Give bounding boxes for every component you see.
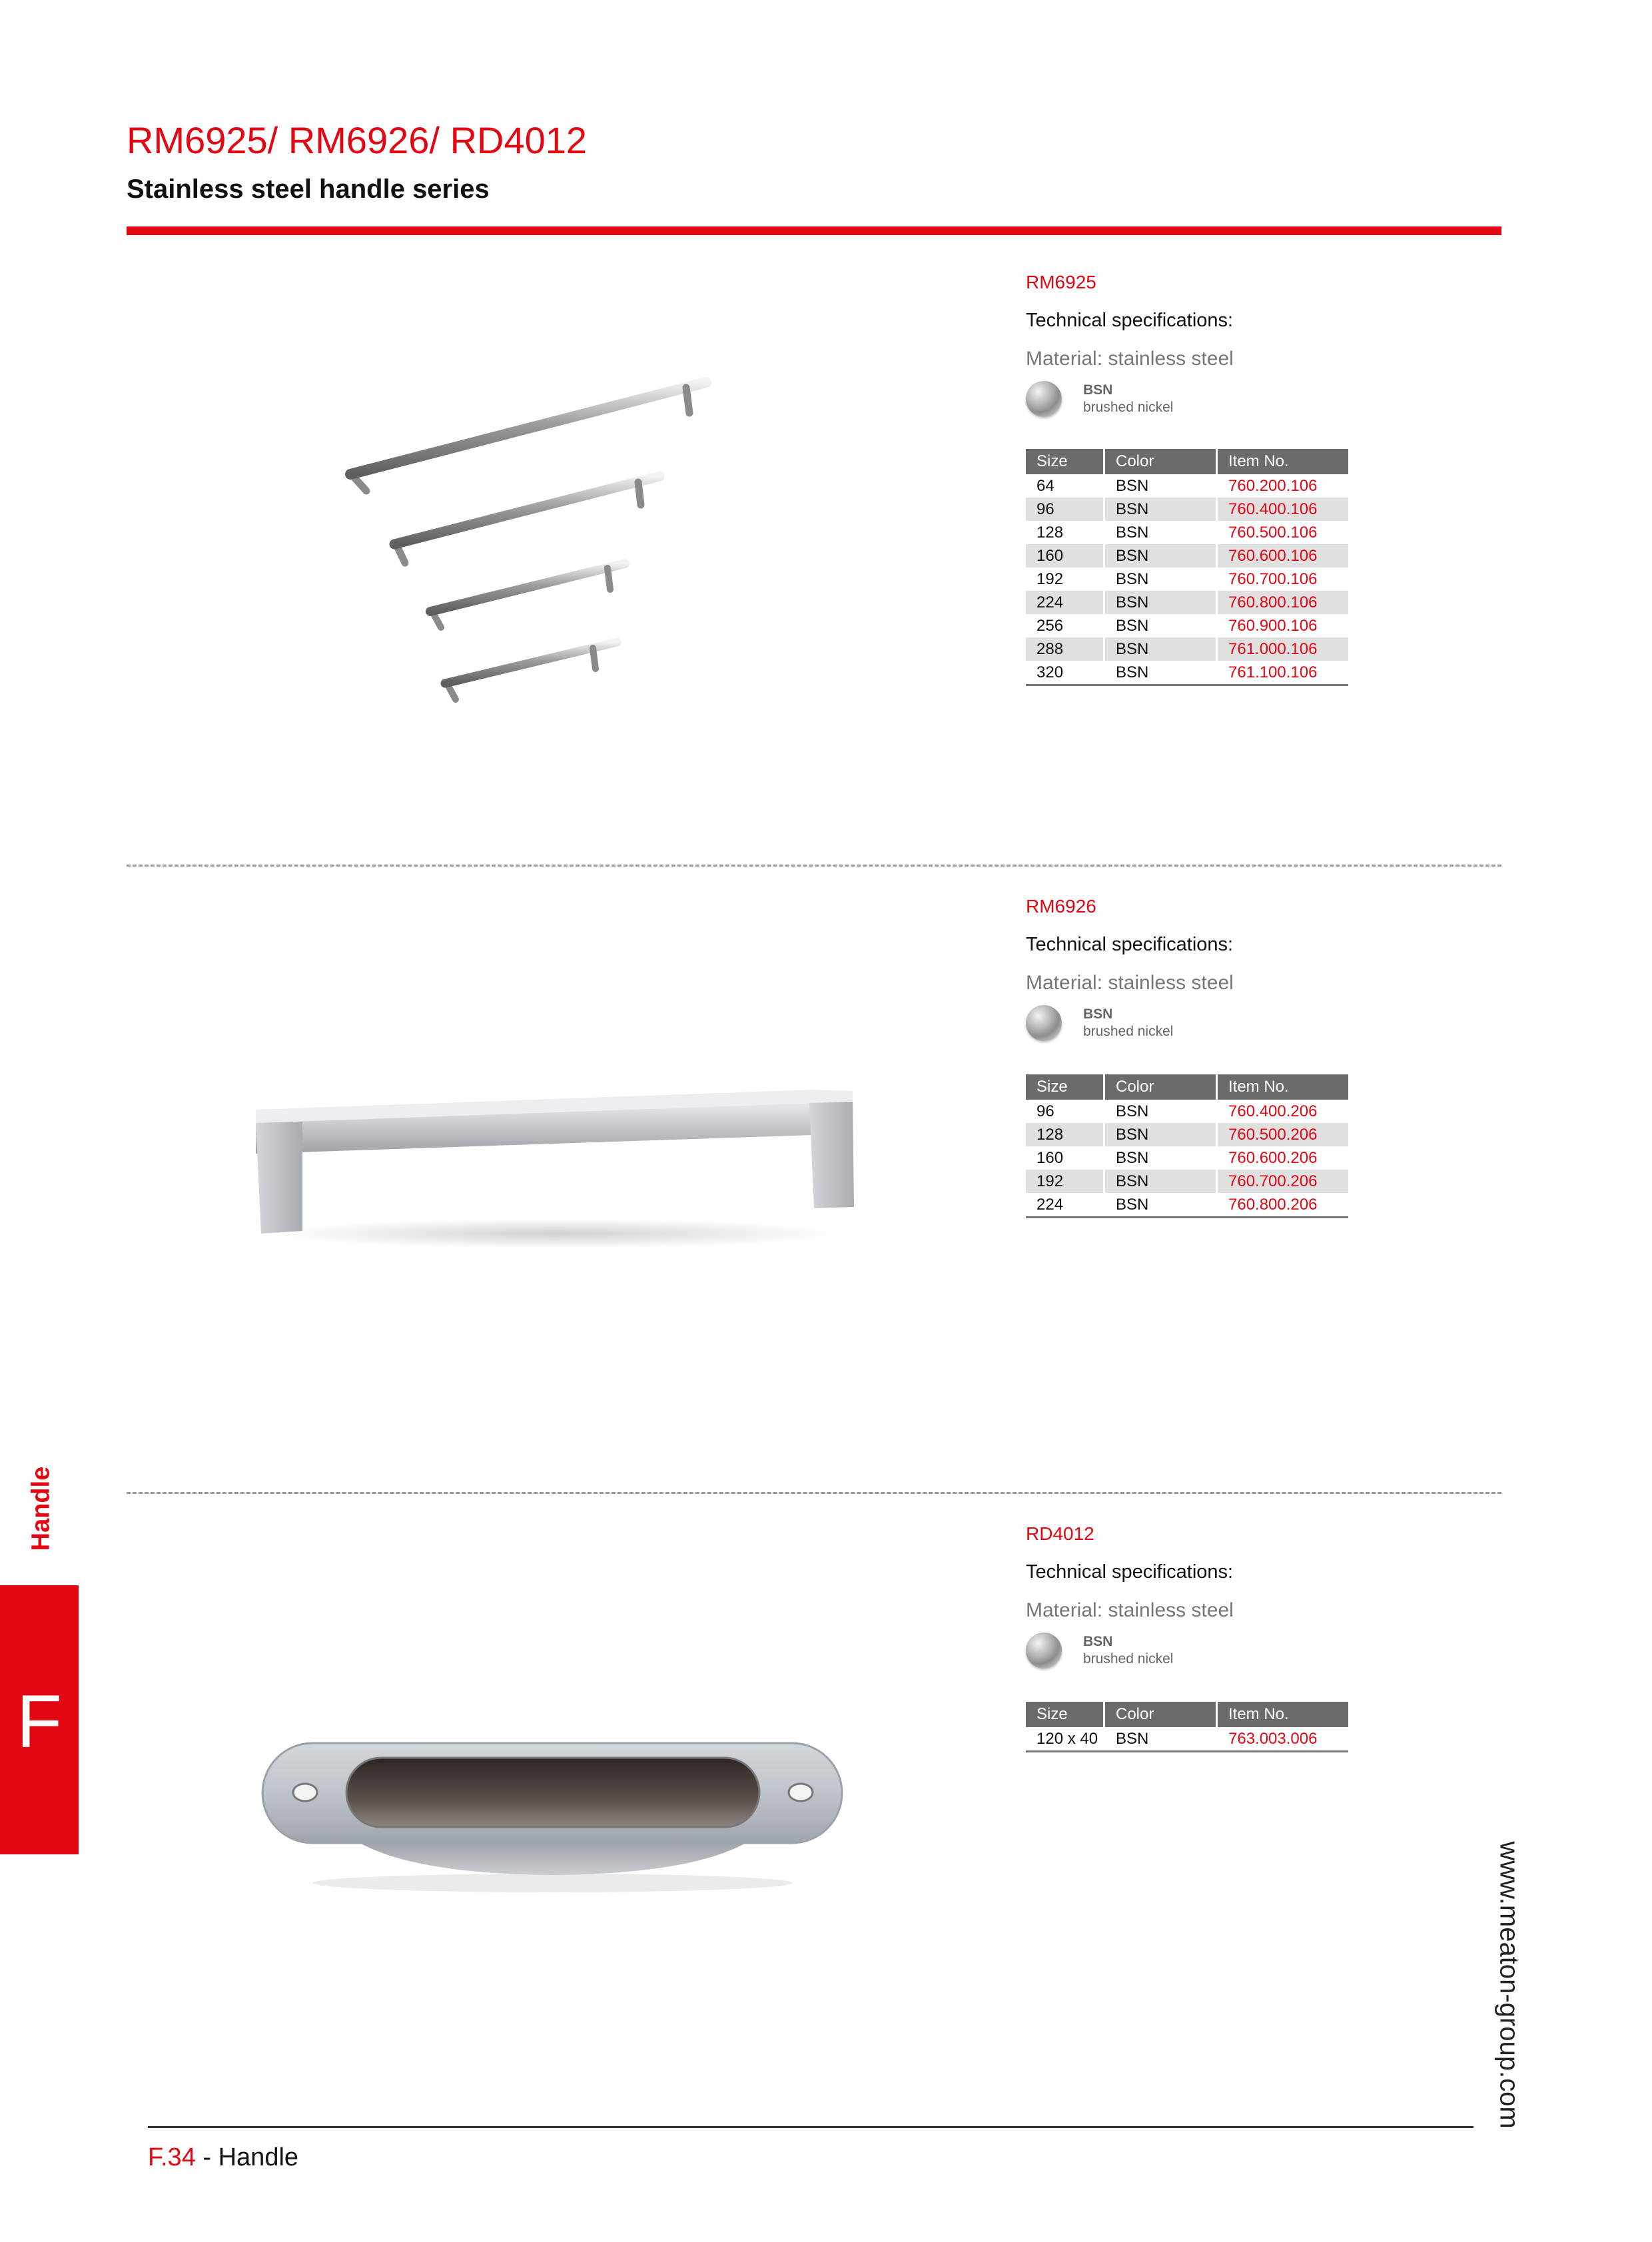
- table-row: [1026, 614, 1348, 637]
- table-row: [1026, 661, 1348, 685]
- cell-size: 192: [1026, 567, 1104, 591]
- cell-size: 160: [1026, 544, 1104, 567]
- bsn-finish-swatch: [1026, 381, 1062, 417]
- table-row: [1026, 567, 1348, 591]
- rm6925-product-image: [333, 360, 733, 719]
- header-size: Size: [1026, 1074, 1104, 1100]
- cell-color: BSN: [1104, 661, 1217, 685]
- cell-item-no: 761.000.106: [1217, 637, 1349, 661]
- finish-name: brushed nickel: [1083, 1651, 1174, 1667]
- rm6926-spec-table: [1026, 1074, 1348, 1218]
- cell-color: BSN: [1104, 637, 1217, 661]
- table-row: [1026, 1146, 1348, 1170]
- rd4012-finish: [1026, 1633, 1173, 1669]
- cell-item-no: 760.400.106: [1217, 498, 1349, 521]
- cell-item-no: 760.600.206: [1228, 1148, 1318, 1167]
- rm6925-tech-label: Technical specifications:: [1026, 310, 1234, 331]
- cell-size: 288: [1026, 637, 1104, 661]
- finish-name: brushed nickel: [1083, 400, 1174, 415]
- cell-size: 192: [1026, 1170, 1104, 1193]
- rm6926-model: RM6926: [1026, 896, 1096, 917]
- bsn-finish-swatch: [1026, 1633, 1062, 1669]
- cell-item-no: 760.700.206: [1217, 1170, 1349, 1193]
- rm6925-spec-table: [1026, 449, 1348, 686]
- cell-size: 224: [1026, 1193, 1104, 1218]
- rd4012-product-image: [253, 1728, 853, 1895]
- rd4012-tech-label: Technical specifications:: [1026, 1561, 1234, 1583]
- cell-color: BSN: [1104, 1146, 1217, 1170]
- cell-size: 128: [1026, 521, 1104, 544]
- table-row: [1026, 498, 1348, 521]
- cell-color: BSN: [1104, 1727, 1217, 1752]
- header-item-no: Item No.: [1217, 1702, 1349, 1727]
- cell-color: BSN: [1104, 474, 1217, 498]
- rm6926-finish: [1026, 1005, 1173, 1041]
- cell-color: BSN: [1104, 591, 1217, 614]
- cell-size: 224: [1026, 591, 1104, 614]
- table-row: [1026, 1727, 1348, 1752]
- table-row: [1026, 591, 1348, 614]
- page-subtitle: Stainless steel handle series: [127, 175, 490, 204]
- website-url: www.meaton-group.com: [1494, 1841, 1524, 2129]
- cell-color: BSN: [1104, 1100, 1217, 1123]
- cell-item-no: 760.200.106: [1228, 476, 1318, 495]
- page-footer: [148, 2143, 298, 2172]
- cell-color: BSN: [1104, 521, 1217, 544]
- cell-size: 160: [1026, 1146, 1104, 1170]
- cell-item-no: 760.400.206: [1228, 1102, 1318, 1120]
- footer-separator: -: [195, 2143, 218, 2171]
- cell-color: BSN: [1104, 498, 1217, 521]
- cell-size: 256: [1026, 614, 1104, 637]
- finish-name: brushed nickel: [1083, 1024, 1174, 1039]
- cell-item-no: 760.800.206: [1217, 1193, 1349, 1218]
- cell-item-no: 760.500.106: [1228, 523, 1318, 542]
- header-color: Color: [1104, 1074, 1217, 1100]
- table-row: [1026, 1100, 1348, 1123]
- cell-item-no: 760.700.106: [1228, 569, 1318, 588]
- page-number: F.34: [148, 2143, 196, 2171]
- cell-size: 96: [1026, 498, 1104, 521]
- rm6926-tech-label: Technical specifications:: [1026, 934, 1234, 955]
- table-row: [1026, 637, 1348, 661]
- cell-item-no: 760.600.106: [1217, 544, 1349, 567]
- cell-color: BSN: [1104, 1123, 1217, 1146]
- header-color: Color: [1104, 449, 1217, 474]
- footer-section: Handle: [218, 2143, 299, 2171]
- rm6926-product-image: [246, 1079, 866, 1252]
- side-section-label: Handle: [27, 1466, 55, 1551]
- footer-divider: [148, 2126, 1473, 2128]
- table-row: [1026, 1193, 1348, 1218]
- finish-code: BSN: [1083, 382, 1113, 398]
- header-color: Color: [1104, 1702, 1217, 1727]
- cell-color: BSN: [1104, 614, 1217, 637]
- cell-item-no: 763.003.006: [1217, 1727, 1349, 1752]
- rd4012-material: Material: stainless steel: [1026, 1599, 1234, 1621]
- header-item-no: Item No.: [1217, 1074, 1349, 1100]
- table-row: [1026, 474, 1348, 498]
- cell-color: BSN: [1104, 567, 1217, 591]
- cell-size: 64: [1026, 474, 1104, 498]
- rm6926-material: Material: stainless steel: [1026, 972, 1234, 994]
- table-row: [1026, 544, 1348, 567]
- section-tab-letter: F: [16, 1680, 63, 1763]
- table-row: [1026, 1123, 1348, 1146]
- header-size: Size: [1026, 1702, 1104, 1727]
- header-item-no: Item No.: [1217, 449, 1349, 474]
- rm6925-finish: [1026, 381, 1173, 417]
- cell-size: 128: [1026, 1123, 1104, 1146]
- rm6925-material: Material: stainless steel: [1026, 348, 1234, 370]
- cell-size: 320: [1026, 661, 1104, 685]
- rd4012-model: RD4012: [1026, 1523, 1094, 1544]
- finish-code: BSN: [1083, 1006, 1113, 1022]
- cell-size: 120 x 40: [1026, 1727, 1104, 1752]
- header-divider: [127, 226, 1501, 235]
- cell-color: BSN: [1104, 544, 1217, 567]
- table-row: [1026, 521, 1348, 544]
- rd4012-spec-table: [1026, 1702, 1348, 1752]
- cell-size: 96: [1026, 1100, 1104, 1123]
- bsn-finish-swatch: [1026, 1005, 1062, 1041]
- page-title: RM6925/ RM6926/ RD4012: [127, 119, 588, 161]
- section-divider: [127, 1492, 1501, 1494]
- cell-item-no: 760.900.106: [1228, 616, 1318, 635]
- table-row: [1026, 1170, 1348, 1193]
- header-size: Size: [1026, 449, 1104, 474]
- cell-item-no: 760.500.206: [1217, 1123, 1349, 1146]
- rm6925-model: RM6925: [1026, 272, 1096, 292]
- section-divider: [127, 865, 1501, 867]
- cell-color: BSN: [1104, 1193, 1217, 1218]
- finish-code: BSN: [1083, 1634, 1113, 1649]
- cell-color: BSN: [1104, 1170, 1217, 1193]
- cell-item-no: 761.100.106: [1217, 661, 1349, 685]
- cell-item-no: 760.800.106: [1217, 591, 1349, 614]
